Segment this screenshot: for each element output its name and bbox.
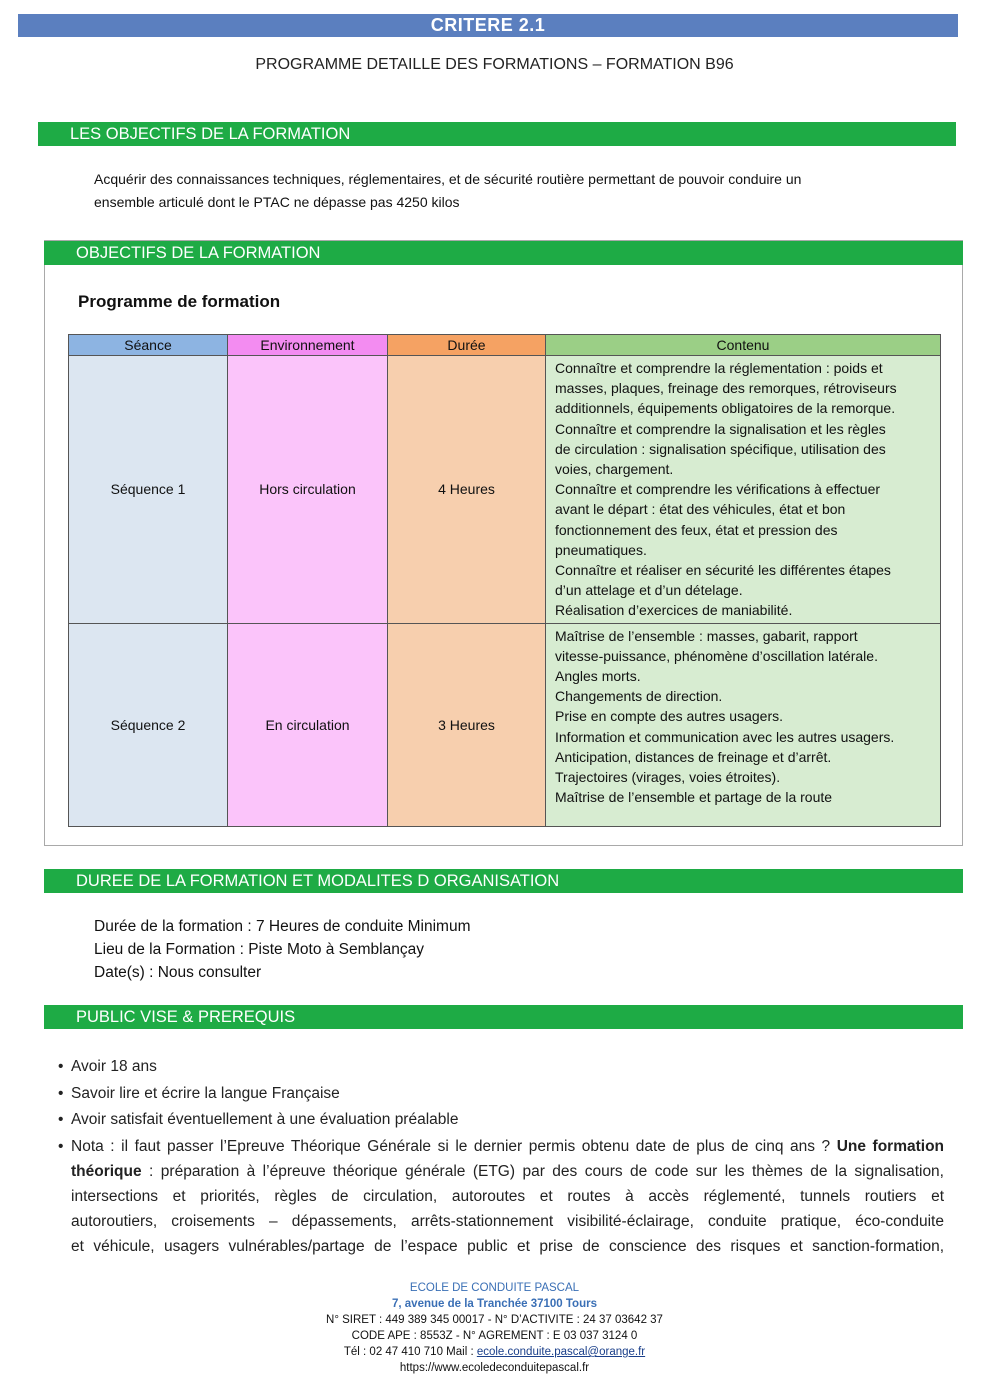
contenu-line: Prise en compte des autres usagers. (555, 708, 784, 725)
contenu-line: Trajectoires (virages, voies étroites). (555, 769, 781, 786)
nota-text: : préparation à l’épreuve théorique générale (ETG) par des cours de code sur les thèmes de la signalisation, (141, 1162, 944, 1180)
cell-contenu (546, 356, 941, 624)
section-heading-programme: OBJECTIFS DE LA FORMATION (44, 241, 963, 265)
nota-line: intersections et priorités, règles de circulation, autoroutes et routes à accès réglementé, tunnels routiers et (71, 1187, 944, 1205)
section-heading-public: PUBLIC VISE & PREREQUIS (44, 1005, 963, 1029)
objectifs-line: ensemble articulé dont le PTAC ne dépasse pas 4250 kilos (94, 194, 460, 210)
table-row (69, 356, 941, 624)
list-item: • Avoir 18 ans (58, 1054, 944, 1079)
contenu-line: d’un attelage et d’un dételage. (555, 582, 743, 599)
contenu-line: Connaître et comprendre les vérifications à effectuer (555, 481, 881, 498)
table-row (69, 623, 941, 826)
footer-contact (0, 1344, 989, 1360)
contenu-line: Connaître et comprendre la réglementation : poids et (555, 360, 883, 376)
column-header-seance: Séance (69, 335, 228, 356)
footer-tel: Tél : 02 47 410 710 Mail : (343, 1346, 477, 1358)
contenu-line: vitesse-puissance, phénomène d’oscillation latérale. (555, 647, 878, 664)
duree-text (94, 915, 471, 984)
contenu-line: masses, plaques, freinage des remorques, rétroviseurs (555, 380, 897, 397)
list-item-nota (58, 1134, 944, 1259)
cell-environnement: Hors circulation (228, 356, 388, 624)
objectifs-text (94, 168, 801, 214)
footer-ape: CODE APE : 8553Z - N° AGREMENT : E 03 037 3124 0 (351, 1330, 638, 1342)
document-subtitle: PROGRAMME DETAILLE DES FORMATIONS – FORMATION B96 (255, 56, 734, 73)
contenu-line: Angles morts. (555, 668, 641, 685)
contenu-line: pneumatiques. (555, 541, 647, 558)
nota-line (71, 1134, 944, 1159)
footer-mail-link[interactable]: ecole.conduite.pascal@orange.fr (476, 1346, 646, 1358)
nota-line: et véhicule, usagers vulnérables/partage de l’espace public et prise de conscience des risques et sanction-formation, (71, 1237, 944, 1255)
footer-address: 7, avenue de la Tranchée 37100 Tours (392, 1298, 597, 1310)
nota-text: Nota : il faut passer l’Epreuve Théorique Générale si le dernier permis obtenu date de plus de cinq ans ? (71, 1137, 837, 1155)
footer-siret: N° SIRET : 449 389 345 00017 - N° D’ACTIVITE : 24 37 03642 37 (326, 1314, 663, 1326)
cell-seance: Séquence 1 (69, 356, 228, 624)
duree-line: Durée de la formation : 7 Heures de conduite Minimum (94, 918, 471, 935)
contenu-line: avant le départ : état des véhicules, état et bon (555, 501, 846, 518)
contenu-line: Anticipation, distances de freinage et d’arrêt. (555, 748, 832, 765)
nota-bold-text: théorique (71, 1162, 142, 1180)
table-header-row (69, 335, 941, 356)
duree-line: Lieu de la Formation : Piste Moto à Semblançay (94, 941, 424, 958)
duree-line: Date(s) : Nous consulter (94, 964, 262, 981)
footer-school-name: ECOLE DE CONDUITE PASCAL (409, 1282, 580, 1294)
contenu-line: Connaître et comprendre la signalisation et les règles (555, 420, 886, 437)
contenu-line: Connaître et réaliser en sécurité les différentes étapes (555, 562, 891, 579)
footer-website[interactable]: https://www.ecoledeconduitepascal.fr (399, 1362, 590, 1374)
contenu-line: additionnels, équipements obligatoires de la remorque. (555, 400, 896, 417)
contenu-line: Maîtrise de l’ensemble : masses, gabarit, rapport (555, 627, 858, 644)
nota-line (71, 1159, 944, 1184)
nota-line: autoroutiers, croisements – dépassements, arrêts-stationnement visibilité-éclairage, conduite pratique, éco-conduite (71, 1212, 944, 1230)
contenu-line: Maîtrise de l’ensemble et partage de la route (555, 789, 833, 806)
nota-bold-text: Une formation (836, 1137, 944, 1155)
column-header-duree: Durée (388, 335, 546, 356)
cell-contenu (546, 623, 941, 826)
contenu-line: Information et communication avec les autres usagers. (555, 728, 895, 745)
cell-duree: 3 Heures (388, 623, 546, 826)
criteria-title-bar: CRITERE 2.1 (18, 14, 958, 37)
programme-title: Programme de formation (78, 292, 281, 311)
contenu-line: fonctionnement des feux, état et pression des (555, 521, 838, 538)
page-footer (0, 1280, 989, 1376)
contenu-line: voies, chargement. (555, 461, 674, 478)
list-item: • Avoir satisfait éventuellement à une évaluation préalable (58, 1107, 944, 1132)
objectifs-line: Acquérir des connaissances techniques, réglementaires, et de sécurité routière permettant de pouvoir conduire un (94, 171, 802, 187)
contenu-line: de circulation : signalisation spécifique, utilisation des (555, 440, 886, 457)
programme-table (68, 334, 941, 827)
prerequis-list (58, 1054, 944, 1260)
contenu-line: Changements de direction. (555, 688, 723, 705)
list-item: • Savoir lire et écrire la langue Française (58, 1081, 944, 1106)
contenu-line: Réalisation d’exercices de maniabilité. (555, 602, 793, 619)
column-header-contenu: Contenu (546, 335, 941, 356)
cell-duree: 4 Heures (388, 356, 546, 624)
cell-environnement: En circulation (228, 623, 388, 826)
section-heading-objectifs: LES OBJECTIFS DE LA FORMATION (38, 122, 956, 146)
cell-seance: Séquence 2 (69, 623, 228, 826)
section-heading-duree: DUREE DE LA FORMATION ET MODALITES D ORGANISATION (44, 869, 963, 893)
column-header-environnement: Environnement (228, 335, 388, 356)
